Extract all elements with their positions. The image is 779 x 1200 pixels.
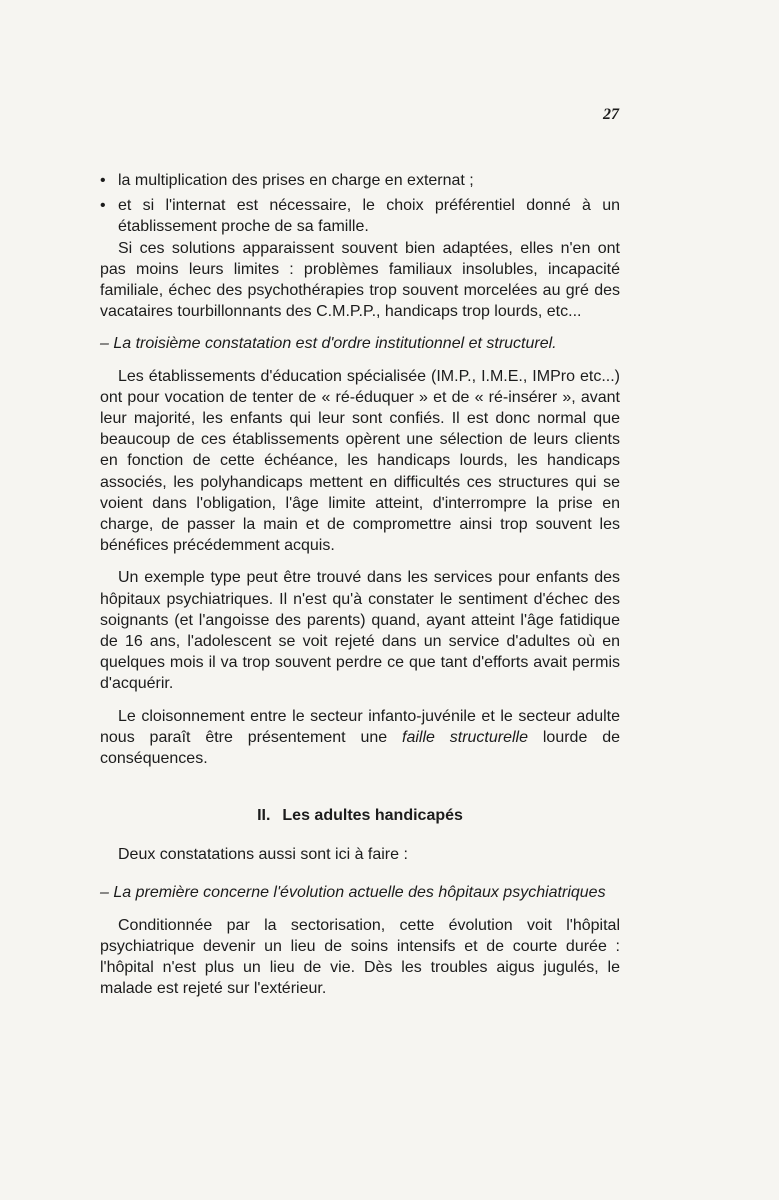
emphasis-text: faille structurelle bbox=[402, 728, 529, 746]
paragraph-text: Le cloisonnement entre le secteur infanto-juvénile et le secteur adulte nous paraît être présentement une bbox=[100, 707, 620, 746]
bullet-text: et si l'internat est nécessaire, le choix préférentiel donné à un établissement proche de sa famille. bbox=[118, 197, 620, 236]
bullet-icon: • bbox=[100, 172, 106, 189]
subheading-third-observation: – La troisième constatation est d'ordre institutionnel et structurel. bbox=[100, 335, 557, 353]
bullet-icon: • bbox=[100, 197, 106, 215]
paragraph-example: Un exemple type peut être trouvé dans les services pour enfants des hôpitaux psychiatriques. Il n'est qu'à constater le sentiment d'échec des soignants (et l'angoisse des parents) quand, ayant atteint l'âge fatidique de 16 ans, l'adolescent se voit rejeté dans un service d'adultes où en quelques mois il va trop souvent perdre ce que tant d'efforts avait permis d'acquérir. bbox=[100, 569, 620, 693]
paragraph-sectorisation: Conditionnée par la sectorisation, cette évolution voit l'hôpital psychiatrique devenir un lieu de soins intensifs et de courte durée : l'hôpital n'est plus un lieu de vie. Dès les troubles aigus jugulés, le malade est rejeté sur l'extérieur. bbox=[100, 916, 620, 998]
paragraph-solutions: Si ces solutions apparaissent souvent bien adaptées, elles n'en ont pas moins leurs limites : problèmes familiaux insolubles, incapacité familiale, échec des psychothérapies trop souvent morcelées au gré des vacataires tourbillonnants des C.M.P.P., handicaps trop lourds, etc... bbox=[100, 239, 620, 321]
bullet-text: la multiplication des prises en charge en externat ; bbox=[118, 172, 474, 189]
section-number: II. bbox=[257, 807, 271, 825]
paragraph-two-observations: Deux constatations aussi sont ici à faire : bbox=[118, 846, 408, 864]
section-heading bbox=[100, 805, 620, 826]
bullet-item-externat bbox=[100, 170, 620, 191]
paragraph-cloisonnement bbox=[100, 706, 620, 770]
bullet-item-internat bbox=[100, 195, 620, 237]
page-number: 27 bbox=[603, 106, 619, 123]
paragraph-text: lourde de conséquences. bbox=[100, 728, 620, 768]
section-title: Les adultes handicapés bbox=[282, 807, 463, 825]
page-body bbox=[100, 170, 620, 1000]
paragraph-establishments: Les établissements d'éducation spécialisée (IM.P., I.M.E., IMPro etc...) ont pour vocation de tenter de « ré-éduquer » et de « ré-insérer », avant leur majorité, les enfants qui leur sont confiés. Il est donc normal que beaucoup de ces établissements opèrent une sélection de leurs clients en fonction de cette échéance, les handicaps lourds, les handicaps associés, les polyhandicaps mettent en difficultés ces structures qui se voient dans l'obligation, l'âge limite atteint, d'interrompre la prise en charge, de passer la main et de compromettre ainsi trop souvent les bénéfices précédemment acquis. bbox=[100, 367, 620, 555]
subheading-first-observation: – La première concerne l'évolution actuelle des hôpitaux psychiatriques bbox=[100, 884, 606, 902]
